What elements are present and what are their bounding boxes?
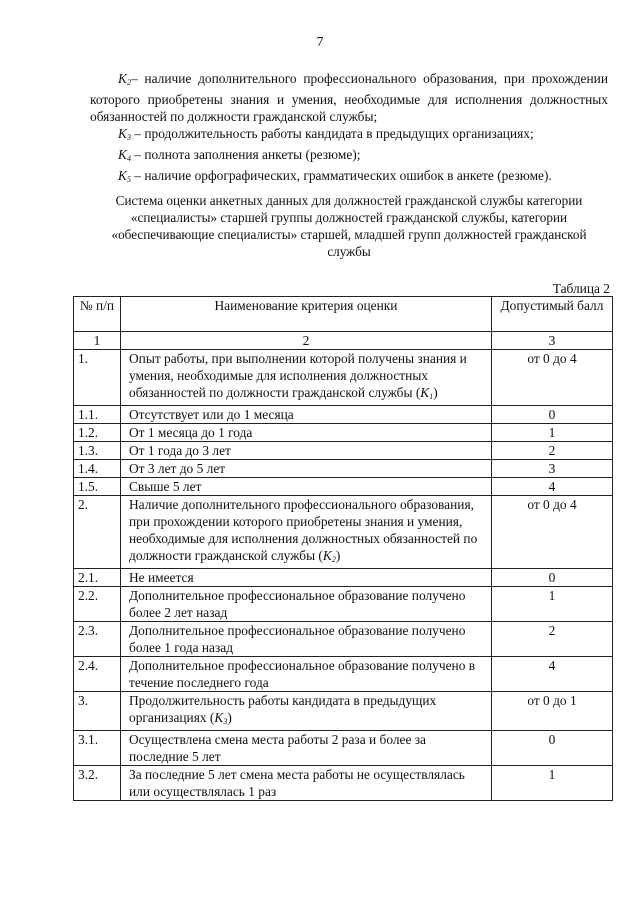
row-num: 1.1.: [74, 406, 121, 424]
section-heading: Система оценки анкетных данных для должностей гражданской службы категории «специалисты» старшей группы должностей гражданской службы, категории «обеспечивающие специалисты» старшей, младшей групп должностей гражданской службы: [111, 193, 587, 259]
intro-item-k2: $K_2-$ наличие дополнительного профессионального образования, при прохождении которого приобретены знания и умения, необходимые для исполнения должностных обязанностей по должности гражданской службы;: [90, 71, 608, 124]
table-row: [74, 569, 613, 587]
row-name: Дополнительное профессиональное образование получено более 2 лет назад: [121, 587, 492, 622]
table-row: [74, 657, 613, 692]
page-number: 7: [316, 35, 324, 50]
index-cell: 2: [121, 332, 492, 350]
table-row: [74, 460, 613, 478]
criterion-code: $K_2$: [118, 71, 131, 87]
table-header-row: [74, 297, 613, 332]
table-row: [74, 350, 613, 406]
row-score: 0: [492, 569, 613, 587]
row-name: Не имеется: [121, 569, 492, 587]
criteria-table: [73, 296, 613, 801]
row-name: От 3 лет до 5 лет: [121, 460, 492, 478]
row-name: Дополнительное профессиональное образование получено более 1 года назад: [121, 622, 492, 657]
row-name: Наличие дополнительного профессионального образования, при прохождении которого приобретены знания и умения, необходимые для исполнения должностных обязанностей по должности гражданской службы $(K_2)$: [121, 496, 492, 569]
row-num: 1.2.: [74, 424, 121, 442]
row-score: от 0 до 1: [492, 692, 613, 731]
row-name: От 1 месяца до 1 года: [121, 424, 492, 442]
header-name: Наименование критерия оценки: [121, 297, 492, 332]
row-score: 1: [492, 424, 613, 442]
row-score: 4: [492, 478, 613, 496]
table-row: [74, 587, 613, 622]
row-num: 3.2.: [74, 766, 121, 801]
row-num: 2.: [74, 496, 121, 569]
index-cell: 1: [74, 332, 121, 350]
intro-item-k5: $K_5$ – наличие орфографических, грамматических ошибок в анкете (резюме).: [118, 168, 552, 184]
row-num: 1.4.: [74, 460, 121, 478]
row-name: Осуществлена смена места работы 2 раза и более за последние 5 лет: [121, 731, 492, 766]
row-score: 3: [492, 460, 613, 478]
row-score: от 0 до 4: [492, 496, 613, 569]
row-score: 2: [492, 622, 613, 657]
table-row: [74, 496, 613, 569]
intro-item-k4: $K_4$ – полнота заполнения анкеты (резюме);: [118, 147, 361, 163]
table-index-row: [74, 332, 613, 350]
row-num: 1.3.: [74, 442, 121, 460]
table-row: [74, 622, 613, 657]
table-row: [74, 442, 613, 460]
header-num: № п/п: [74, 297, 121, 332]
row-name: За последние 5 лет смена места работы не осуществлялась или осуществлялась 1 раз: [121, 766, 492, 801]
table-row: [74, 731, 613, 766]
row-name: Опыт работы, при выполнении которой получены знания и умения, необходимые для исполнения должностных обязанностей по должности гражданской службы $(K_1)$: [121, 350, 492, 406]
row-score: 4: [492, 657, 613, 692]
row-name: Дополнительное профессиональное образование получено в течение последнего года: [121, 657, 492, 692]
row-name: Свыше 5 лет: [121, 478, 492, 496]
index-cell: 3: [492, 332, 613, 350]
intro-item-k3: $K_3$ – продолжительность работы кандидата в предыдущих организациях;: [118, 126, 534, 142]
row-score: 1: [492, 766, 613, 801]
header-score: Допустимый балл: [492, 297, 613, 332]
row-num: 2.1.: [74, 569, 121, 587]
row-num: 3.: [74, 692, 121, 731]
row-num: 2.2.: [74, 587, 121, 622]
table-row: [74, 692, 613, 731]
row-num: 2.4.: [74, 657, 121, 692]
row-num: 1.: [74, 350, 121, 406]
row-name: Продолжительность работы кандидата в предыдущих организациях $(K_3)$: [121, 692, 492, 731]
table-row: [74, 424, 613, 442]
row-num: 3.1.: [74, 731, 121, 766]
table-row: [74, 478, 613, 496]
table-row: [74, 406, 613, 424]
criterion-code: $K_4$: [118, 147, 131, 163]
row-score: 0: [492, 406, 613, 424]
row-num: 1.5.: [74, 478, 121, 496]
intro-list: [90, 70, 608, 188]
row-score: 1: [492, 587, 613, 622]
criterion-code: $K_3$: [118, 126, 131, 142]
row-score: от 0 до 4: [492, 350, 613, 406]
criterion-code: $K_5$: [118, 168, 131, 184]
row-num: 2.3.: [74, 622, 121, 657]
table-caption: Таблица 2: [552, 281, 610, 296]
row-name: Отсутствует или до 1 месяца: [121, 406, 492, 424]
table-row: [74, 766, 613, 801]
row-score: 2: [492, 442, 613, 460]
row-score: 0: [492, 731, 613, 766]
row-name: От 1 года до 3 лет: [121, 442, 492, 460]
